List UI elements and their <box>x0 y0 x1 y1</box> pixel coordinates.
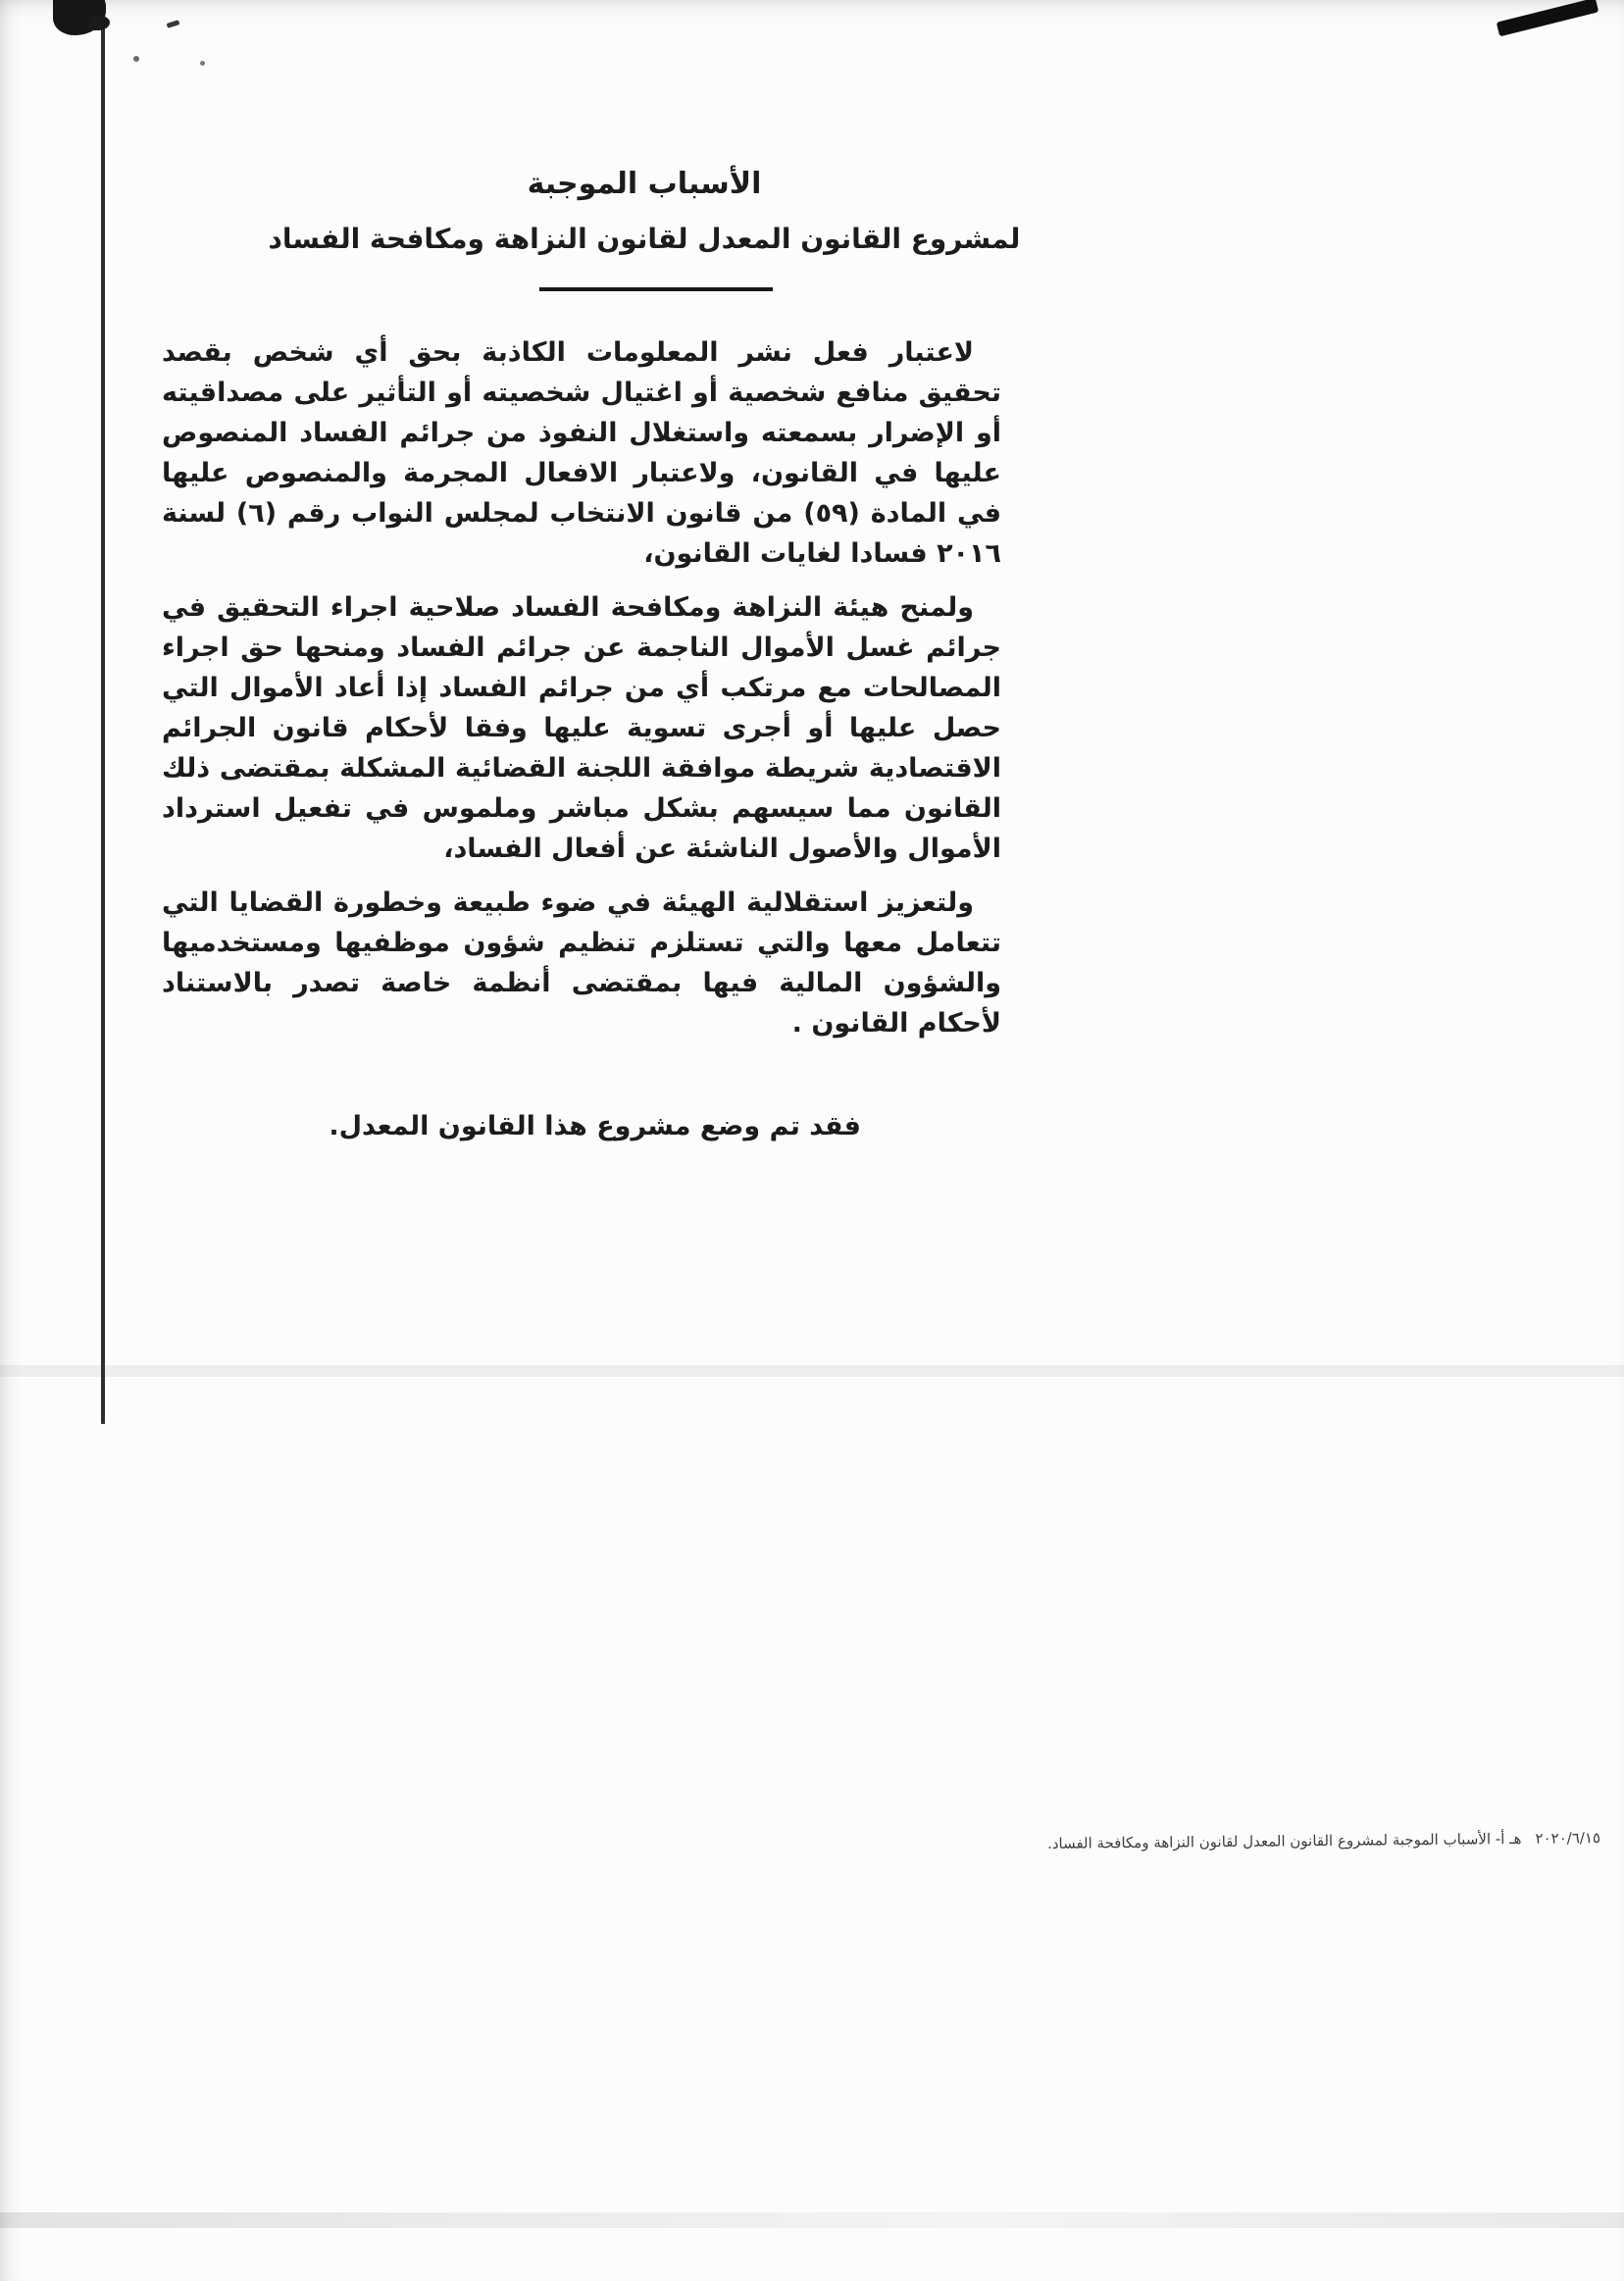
document-content <box>162 165 1021 1043</box>
body-paragraph: ولتعزيز استقلالية الهيئة في ضوء طبيعة وخطورة القضايا التي تتعامل معها والتي تستلزم تنظيم شؤون موظفيها ومستخدميها والشؤون المالية فيها بمقتضى أنظمة خاصة تصدر بالاستناد لأحكام القانون . <box>162 887 1001 1039</box>
ink-speck <box>200 61 205 66</box>
footer-text: هـ أ- الأسباب الموجبة لمشروع القانون المعدل لقانون النزاهة ومكافحة الفساد. <box>1046 1829 1522 1852</box>
body-paragraph: لاعتبار فعل نشر المعلومات الكاذبة بحق أي شخص بقصد تحقيق منافع شخصية أو اغتيال شخصيته أو التأثير على مصداقيته أو الإضرار بسمعته واستغلال النفوذ من جرائم الفساد المنصوص عليها في القانون، ولاعتبار الافعال المجرمة والمنصوص عليها في المادة (٥٩) من قانون الانتخاب لمجلس النواب رقم (٦) لسنة ٢٠١٦ فسادا لغايات القانون، <box>162 337 1002 569</box>
scan-streak-bottom <box>0 2212 1624 2228</box>
footer-date: ٢٠٢٠/٦/١٥ <box>1535 1829 1601 1848</box>
body-paragraph: ولمنح هيئة النزاهة ومكافحة الفساد صلاحية اجراء التحقيق في جرائم غسل الأموال الناجمة عن جرائم الفساد ومنحها حق اجراء المصالحات مع مرتكب أي من جرائم الفساد إذا أعاد الأموال التي حصل عليها أو أجرى تسوية عليها وفقا لأحكام قانون الجرائم الاقتصادية شريطة موافقة اللجنة القضائية المشكلة بمقتضى ذلك القانون مما سيسهم بشكل مباشر وملموس في تفعيل استرداد الأموال والأصول الناشئة عن أفعال الفساد، <box>162 592 1001 864</box>
ink-blob-top-left-small <box>88 16 110 30</box>
footer-note <box>1047 1829 1600 1852</box>
document-title: الأسباب الموجبة <box>527 167 762 201</box>
scan-streak-middle <box>0 1365 1624 1377</box>
scan-line-left <box>101 0 105 1424</box>
title-underline <box>539 287 773 291</box>
document-subtitle: لمشروع القانون المعدل لقانون النزاهة ومكافحة الفساد <box>268 223 1021 255</box>
ink-mark-top-right <box>1497 0 1599 36</box>
closing-line: فقد تم وضع مشروع هذا القانون المعدل. <box>329 1111 861 1141</box>
ink-speck <box>167 20 180 28</box>
ink-speck <box>133 56 139 62</box>
